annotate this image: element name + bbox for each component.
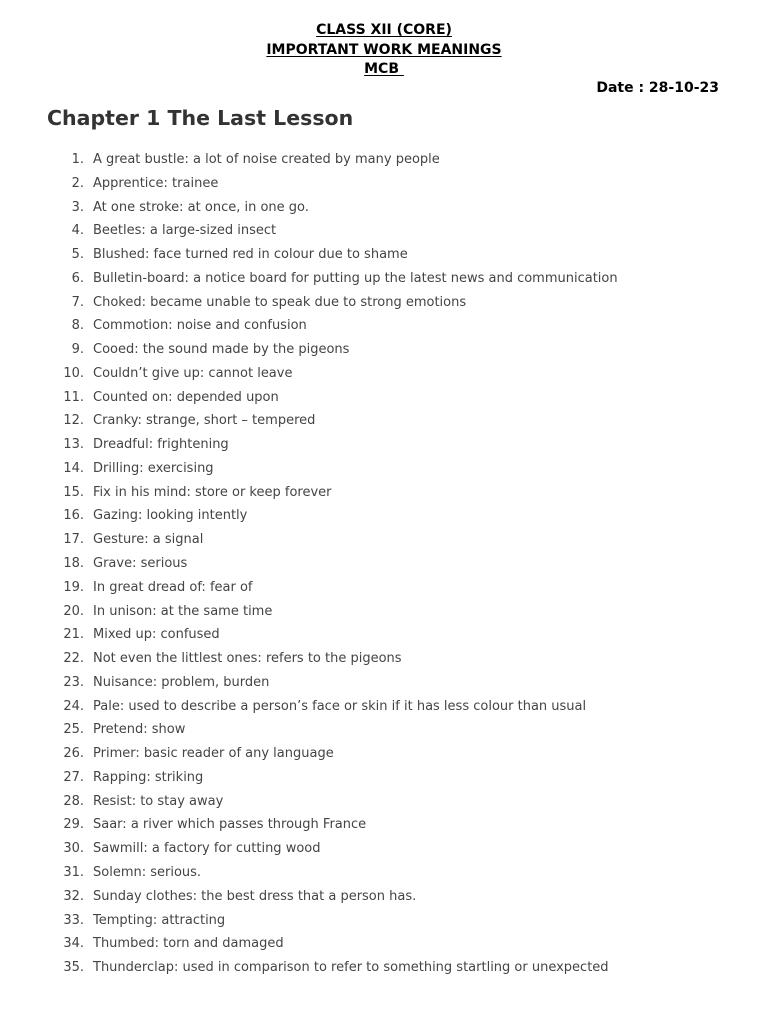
list-item-number: 3.	[71, 199, 84, 215]
list-item-number: 33.	[63, 912, 84, 928]
list-item-text: Tempting: attracting	[93, 912, 226, 928]
list-item-text: Saar: a river which passes through France	[93, 817, 367, 833]
list-item-number: 18.	[63, 556, 84, 572]
list-item-number: 13.	[63, 437, 84, 453]
list-item-number: 30.	[63, 841, 84, 857]
list-item-text: Sawmill: a factory for cutting wood	[93, 841, 321, 857]
list-item-text: Solemn: serious.	[93, 864, 202, 880]
list-item-number: 21.	[63, 627, 84, 643]
list-item-text: Beetles: a large-sized insect	[93, 223, 277, 239]
list-item-number: 8.	[71, 318, 84, 334]
list-item-text: Pretend: show	[93, 722, 186, 738]
list-item-number: 31.	[63, 864, 84, 880]
list-item-number: 28.	[63, 793, 84, 809]
list-item-text: Pale: used to describe a person’s face or skin if it has less colour than usual	[93, 698, 587, 714]
list-item-text: Primer: basic reader of any language	[93, 746, 334, 762]
list-item-text: In great dread of: fear of	[93, 579, 253, 595]
list-item-number: 4.	[71, 223, 84, 239]
list-item-text: Counted on: depended upon	[93, 389, 279, 405]
list-item-number: 20.	[63, 603, 84, 619]
list-item-text: At one stroke: at once, in one go.	[93, 199, 309, 215]
list-item-number: 14.	[63, 460, 84, 476]
list-item-text: Mixed up: confused	[93, 627, 220, 643]
list-item-text: Grave: serious	[93, 556, 188, 572]
document-header	[0, 21, 768, 80]
list-item-number: 19.	[63, 579, 84, 595]
list-item-number: 23.	[63, 674, 84, 690]
list-item-number: 11.	[63, 389, 84, 405]
list-item-text: Thumbed: torn and damaged	[93, 936, 284, 952]
list-item-text: Couldn’t give up: cannot leave	[93, 365, 293, 381]
list-item-number: 35.	[63, 960, 84, 976]
document-title: IMPORTANT WORK MEANINGS	[266, 41, 502, 58]
list-item-text: Thunderclap: used in comparison to refer to something startling or unexpected	[93, 960, 609, 976]
list-item-text: Nuisance: problem, burden	[93, 674, 270, 690]
author-initials: MCB	[364, 61, 404, 77]
list-item-text: Drilling: exercising	[93, 460, 214, 476]
list-item-text: Commotion: noise and confusion	[93, 318, 307, 334]
list-item-number: 7.	[71, 294, 84, 310]
chapter-title: Chapter 1 The Last Lesson	[47, 106, 354, 130]
list-item-text: Blushed: face turned red in colour due to shame	[93, 247, 408, 263]
class-heading: CLASS XII (CORE)	[316, 22, 452, 38]
list-item-text: Fix in his mind: store or keep forever	[93, 484, 332, 500]
list-item-text: Gazing: looking intently	[93, 508, 248, 524]
list-item-number: 12.	[63, 413, 84, 429]
list-item-number: 5.	[71, 247, 84, 263]
list-item-text: In unison: at the same time	[93, 603, 273, 619]
list-item-number: 2.	[71, 175, 84, 191]
list-item-number: 1.	[71, 152, 84, 167]
list-item-text: Not even the littlest ones: refers to the pigeons	[93, 651, 402, 667]
list-item-number: 16.	[63, 508, 84, 524]
list-item-number: 17.	[63, 532, 84, 548]
list-item-number: 25.	[63, 722, 84, 738]
list-item-text: Apprentice: trainee	[93, 175, 219, 191]
list-item-text: Gesture: a signal	[93, 532, 204, 548]
list-item-number: 26.	[63, 746, 84, 762]
list-item-text: A great bustle: a lot of noise created by many people	[93, 152, 440, 167]
list-item-text: Rapping: striking	[93, 769, 204, 785]
list-item-number: 9.	[71, 342, 84, 358]
list-item-number: 10.	[63, 365, 84, 381]
list-item-text: Resist: to stay away	[93, 793, 224, 809]
list-item-text: Choked: became unable to speak due to strong emotions	[93, 294, 467, 310]
list-item-number: 27.	[63, 769, 84, 785]
list-item-text: Cranky: strange, short – tempered	[93, 413, 316, 429]
list-item-text: Bulletin-board: a notice board for putting up the latest news and communication	[93, 270, 618, 286]
list-item-number: 6.	[71, 270, 84, 286]
list-item-number: 29.	[63, 817, 84, 833]
list-item-text: Cooed: the sound made by the pigeons	[93, 342, 350, 358]
list-item-number: 34.	[63, 936, 84, 952]
list-item-number: 22.	[63, 651, 84, 667]
list-item-number: 24.	[63, 698, 84, 714]
list-item-text: Sunday clothes: the best dress that a person has.	[93, 888, 417, 904]
document-date: Date : 28-10-23	[596, 80, 719, 96]
list-item-number: 15.	[63, 484, 84, 500]
list-item-text: Dreadful: frightening	[93, 437, 229, 453]
list-item-number: 32.	[63, 888, 84, 904]
